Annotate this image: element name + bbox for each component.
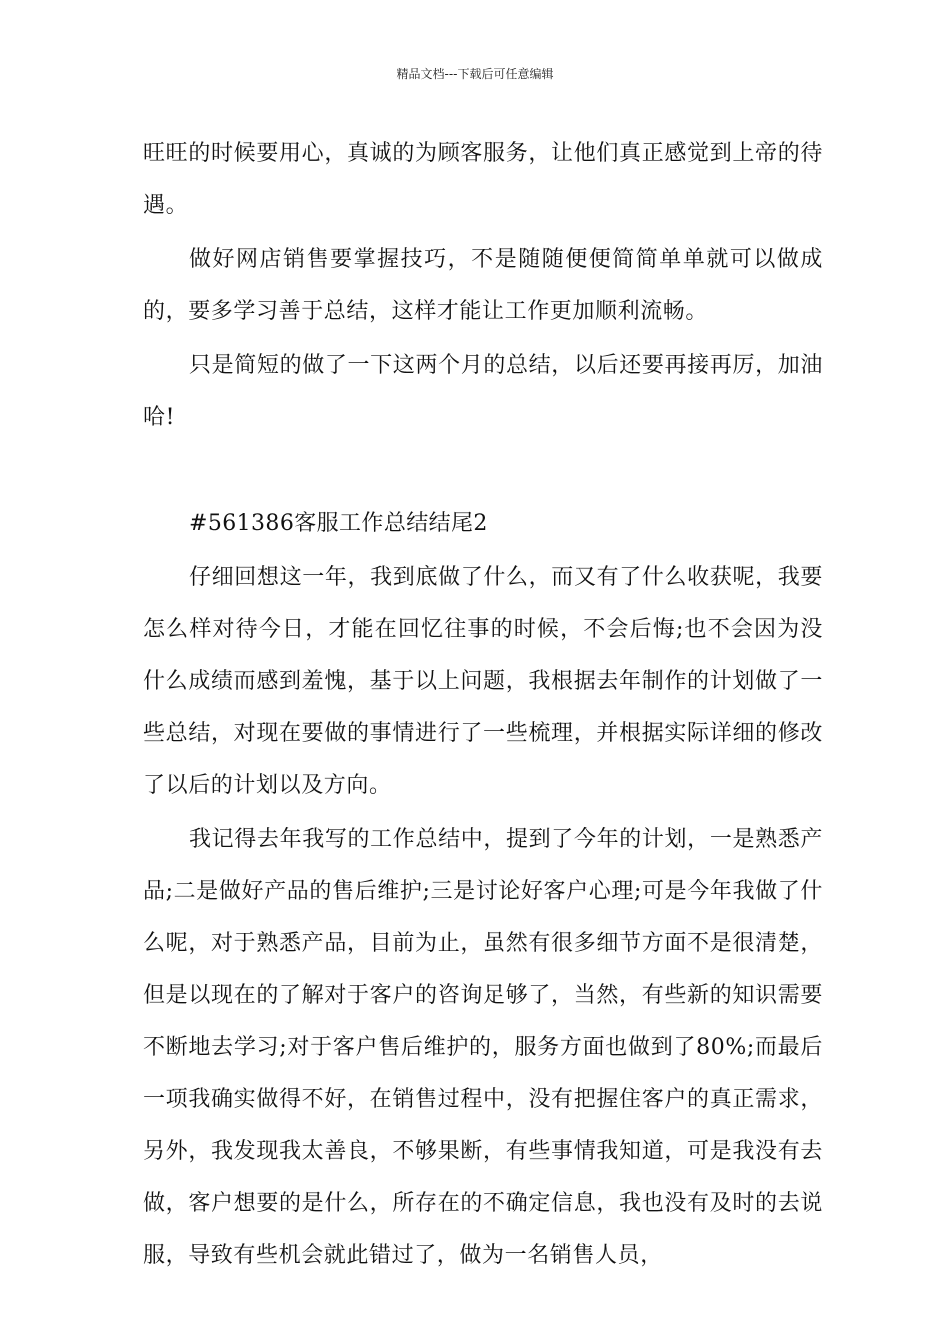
paragraph-1: 旺旺的时候要用心，真诚的为顾客服务，让他们真正感觉到上帝的待遇。 — [143, 141, 823, 218]
page-header: 精品文档---下载后可任意编辑 — [396, 67, 554, 81]
paragraph-4: 仔细回想这一年，我到底做了什么，而又有了什么收获呢，我要怎么样对待今日，才能在回忆往事的时候，不会后悔;也不会因为没什么成绩而感到羞愧，基于以上问题，我根据去年制作的计划做了一些总结，对现在要做的事情进行了一些梳理，并根据实际详细的修改了以后的计划以及方向。 — [143, 565, 823, 798]
section-heading: #561386客服工作总结结尾2 — [189, 511, 488, 536]
document-body — [143, 128, 823, 1284]
paragraph-5: 我记得去年我写的工作总结中，提到了今年的计划，一是熟悉产品;二是做好产品的售后维护;三是讨论好客户心理;可是今年我做了什么呢，对于熟悉产品，目前为止，虽然有很多细节方面不是很清楚，但是以现在的了解对于客户的咨询足够了，当然，有些新的知识需要不断地去学习;对于客户售后维护的，服务方面也做到了80%;而最后一项我确实做得不好，在销售过程中，没有把握住客户的真正需求，另外，我发现我太善良，不够果断，有些事情我知道，可是我没有去做，客户想要的是什么，所存在的不确定信息，我也没有及时的去说服，导致有些机会就此错过了，做为一名销售人员， — [143, 827, 823, 1268]
paragraph-2: 做好网店销售要掌握技巧，不是随随便便简简单单就可以做成的，要多学习善于总结，这样才能让工作更加顺利流畅。 — [143, 247, 823, 324]
paragraph-3: 只是简短的做了一下这两个月的总结，以后还要再接再厉，加油哈! — [143, 353, 823, 430]
section-spacer — [143, 446, 823, 498]
